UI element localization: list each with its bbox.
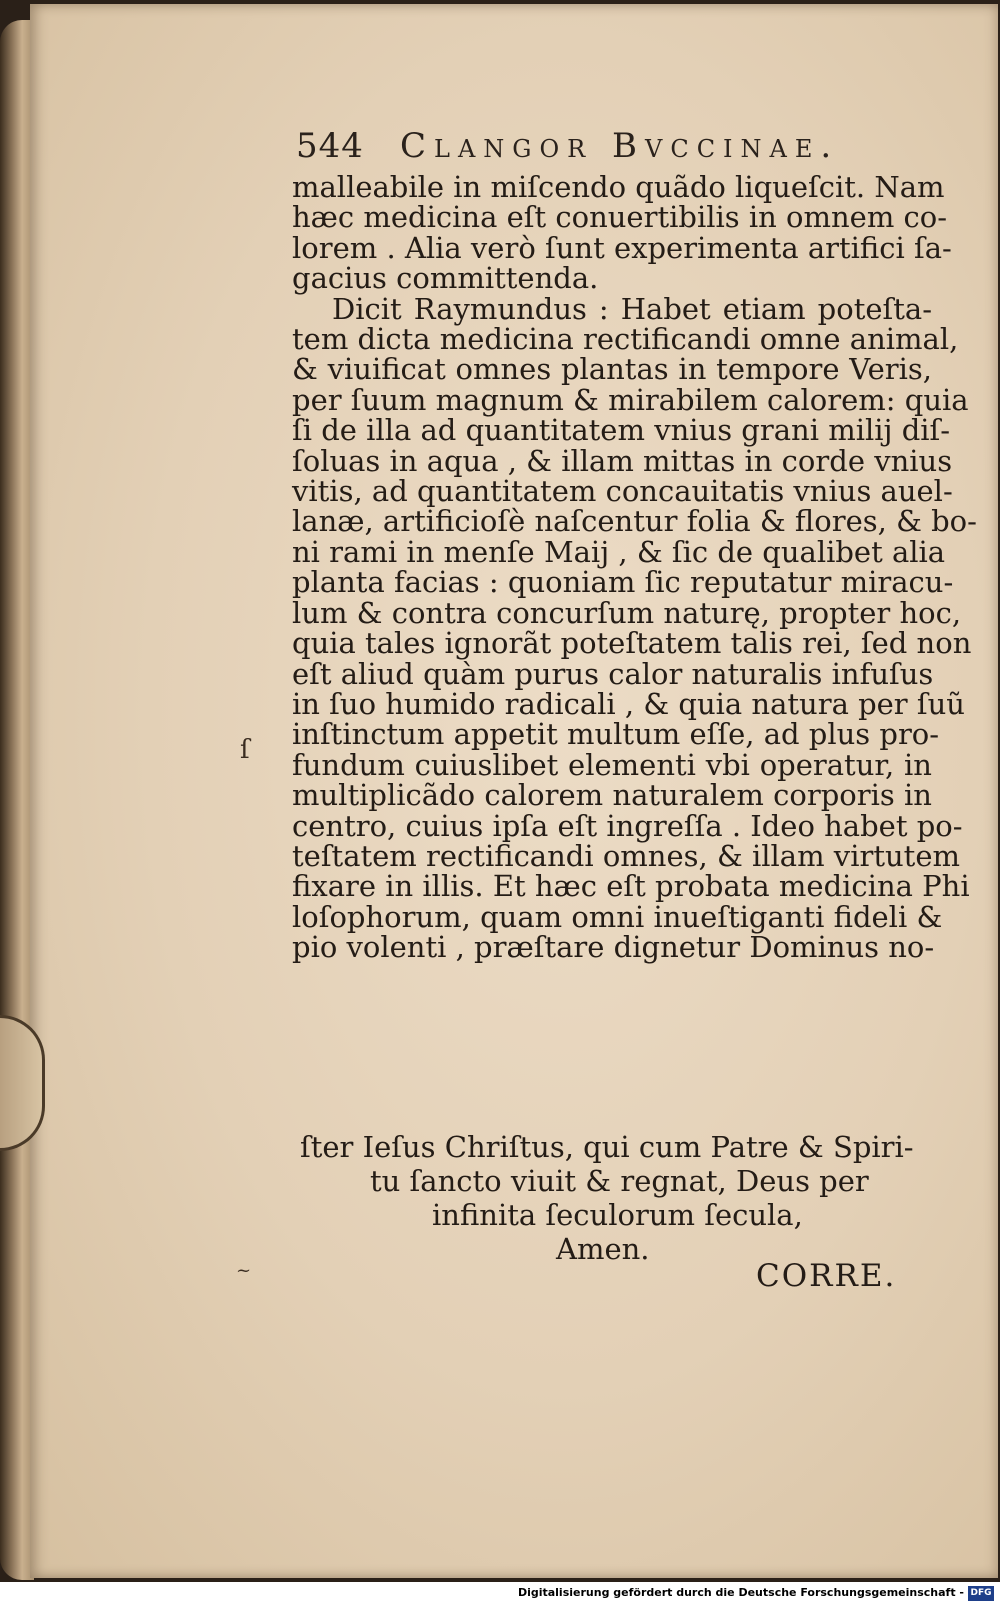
text-line: gacius committenda. <box>292 261 599 296</box>
closing-line: Amen. <box>556 1232 650 1266</box>
text-line: loſophorum, quam omni inueſtiganti fideli & <box>292 899 943 934</box>
book-edge <box>0 20 34 1580</box>
text-line: fixare in illis. Et hæc eſt probata medicina Phi <box>292 869 970 904</box>
text-line: inſtinctum appetit multum eſſe, ad plus pro- <box>292 717 940 752</box>
text-line: hæc medicina eſt conuertibilis in omnem co- <box>292 200 948 235</box>
text-line: & viuificat omnes plantas in tempore Veris, <box>292 352 932 387</box>
page-header <box>296 126 936 172</box>
funding-credit: Digitalisierung gefördert durch die Deutsche Forschungsgemeinschaft - <box>517 1586 964 1599</box>
footer-bar <box>0 1582 1000 1606</box>
text-line: eſt aliud quàm purus calor naturalis infuſus <box>292 656 934 691</box>
text-line: malleabile in miſcendo quãdo liqueſcit. Nam <box>292 170 945 204</box>
page-number: 544 <box>296 126 364 166</box>
closing-line: ſter Ieſus Chriſtus, qui cum Patre & Spiri- <box>300 1130 914 1164</box>
closing-line: tu ſancto viuit & regnat, Deus per <box>370 1164 869 1198</box>
margin-mark: ſ <box>240 735 250 765</box>
text-line: teſtatem rectificandi omnes, & illam virtutem <box>292 838 960 873</box>
text-line: Dicit Raymundus : Habet etiam poteſta- <box>332 291 932 326</box>
text-line: lorem . Alia verò ſunt experimenta artifici ſa- <box>292 230 952 265</box>
catchword: CORRE. <box>756 1258 897 1294</box>
body-text <box>292 170 977 965</box>
text-line: fundum cuiuslibet elementi vbi operatur, in <box>292 747 932 782</box>
text-line: ſoluas in aqua , & illam mittas in corde vnius <box>292 443 953 478</box>
text-line: planta facias : quoniam ſic reputatur miracu- <box>292 565 954 600</box>
text-line: centro, cuius ipſa eſt ingreſſa . Ideo habet po- <box>292 808 963 843</box>
text-line: in ſuo humido radicali , & quia natura per ſuũ <box>292 686 965 721</box>
running-title: Clangor Bvccinae. <box>400 126 840 166</box>
text-line: pio volenti , præſtare dignetur Dominus no- <box>292 930 935 965</box>
closing-line: infinita ſeculorum ſecula, <box>432 1198 803 1232</box>
text-line: lanæ, artificioſè naſcentur folia & flores, & bo- <box>292 504 977 539</box>
closing-text <box>290 1130 930 1266</box>
text-line: multiplicãdo calorem naturalem corporis in <box>292 778 932 813</box>
text-line: per ſuum magnum & mirabilem calorem: quia <box>292 382 969 417</box>
margin-mark: ~ <box>236 1260 252 1281</box>
text-line: ſi de illa ad quantitatem vnius grani milij diſ- <box>292 413 951 448</box>
text-line: ni rami in menſe Maij , & ſic de qualibet alia <box>292 534 946 569</box>
text-line: quia tales ignorãt poteſtatem talis rei, ſed non <box>292 626 972 661</box>
dfg-logo-icon: DFG <box>968 1586 994 1601</box>
text-line: lum & contra concurſum naturę, propter hoc, <box>292 595 962 630</box>
text-line: tem dicta medicina rectificandi omne animal, <box>292 322 959 357</box>
text-line: vitis, ad quantitatem concauitatis vnius auel- <box>292 474 953 509</box>
